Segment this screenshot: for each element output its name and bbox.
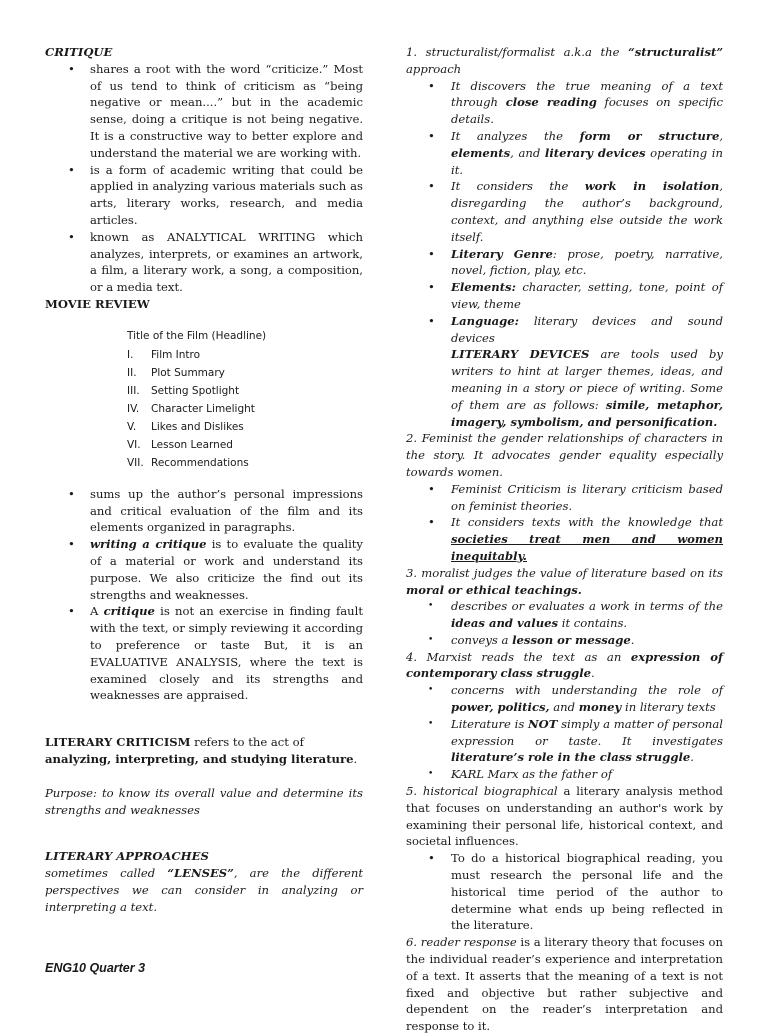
outline-item: II. Plot Summary xyxy=(127,366,225,379)
outline-list xyxy=(127,346,363,472)
list-item: • Literature is NOT simply a matter of personal expression or taste. It investigates literature’s role in the class struggle. xyxy=(406,716,723,766)
literary-approaches-text: sometimes called “LENSES”, are the different perspectives we can consider in analyzing or interpreting a text. xyxy=(45,866,363,914)
list-item: • It analyzes the form or structure, elements, and literary devices operating in it. xyxy=(406,128,723,178)
critique-bullet: • known as ANALYTICAL WRITING which analyzes, interprets, or examines an artwork, a film, a literary work, a song, a composition, or a media text. xyxy=(45,229,363,296)
outline-title: Title of the Film (Headline) xyxy=(127,329,267,342)
right-column xyxy=(406,44,723,1035)
list-item: • It discovers the true meaning of a text through close reading focuses on specific details. xyxy=(406,78,723,128)
structuralist-list xyxy=(406,78,723,431)
list-item: • Language: literary devices and sound devices LITERARY DEVICES are tools used by writers to hint at larger themes, ideas, and meaning in a story or piece of writing. Some of them are as follows: simile, metaphor, imagery, symbolism, and personification. xyxy=(406,313,723,431)
list-item: • describes or evaluates a work in terms of the ideas and values it contains. xyxy=(406,598,723,632)
list-item: • It considers texts with the knowledge that societies treat men and women inequitably. xyxy=(406,514,723,564)
approach-feminist: 2. Feminist the gender relationships of characters in the story. It advocates gender equality especially towards women. xyxy=(406,431,723,479)
review-bullet: • sums up the author’s personal impressions and critical evaluation of the film and its elements organized in paragraphs. xyxy=(45,486,363,536)
list-item: • Literary Genre: prose, poetry, narrative, novel, fiction, play, etc. xyxy=(406,246,723,280)
critique-bullet: • is a form of academic writing that could be applied in analyzing various materials such as arts, literary works, research, and media articles. xyxy=(45,162,363,229)
critique-heading: CRITIQUE xyxy=(45,45,113,59)
marxist-list xyxy=(406,682,723,783)
approach-reader-response: 6. reader response is a literary theory that focuses on the individual reader’s experience and interpretation of a text. It asserts that the meaning of a text is not fixed and objective but rather subjective and dependent on the reader’s interpretation and response to it. xyxy=(406,935,723,1034)
page-footer: ENG10 Quarter 3 xyxy=(45,961,146,975)
approach-moralist: 3. moralist judges the value of literature based on its moral or ethical teachings. xyxy=(406,565,723,597)
list-item: • KARL Marx as the father of xyxy=(406,766,723,783)
review-list xyxy=(45,486,363,704)
approach-marxist: 4. Marxist reads the text as an expression of contemporary class struggle. xyxy=(406,649,723,681)
left-column xyxy=(45,44,363,915)
outline-item: V. Likes and Dislikes xyxy=(127,420,244,433)
review-bullet: • A critique is not an exercise in finding fault with the text, or simply reviewing it according to preference or taste But, it is an EVALUATIVE ANALYSIS, where the text is examined closely and its strengths and weaknesses are appraised. xyxy=(45,603,363,704)
outline-item: IV. Character Limelight xyxy=(127,402,255,415)
feminist-list xyxy=(406,481,723,565)
outline-item: VII. Recommendations xyxy=(127,456,249,469)
list-item: • It considers the work in isolation, disregarding the author’s background, context, and anything else outside the work itself. xyxy=(406,178,723,245)
list-item: • Elements: character, setting, tone, point of view, theme xyxy=(406,279,723,313)
approach-structuralist: 1. structuralist/formalist a.k.a the “structuralist” approach xyxy=(406,45,723,76)
critique-list xyxy=(45,61,363,296)
movie-review-heading: MOVIE REVIEW xyxy=(45,296,150,311)
outline-item: VI. Lesson Learned xyxy=(127,438,233,451)
outline-item: III. Setting Spotlight xyxy=(127,384,240,397)
literary-criticism-definition: LITERARY CRITICISM refers to the act of analyzing, interpreting, and studying literature. xyxy=(45,735,358,766)
outline-item: I. Film Intro xyxy=(127,348,201,361)
list-item: • conveys a lesson or message. xyxy=(406,632,723,649)
moralist-list xyxy=(406,598,723,648)
review-bullet: • writing a critique is to evaluate the quality of a material or work and understand its purpose. We also criticize the find out its strengths and weaknesses. xyxy=(45,536,363,603)
purpose-text: Purpose: to know its overall value and determine its strengths and weaknesses xyxy=(45,785,363,817)
list-item: • concerns with understanding the role of power, politics, and money in literary texts xyxy=(406,682,723,716)
literary-approaches-heading: LITERARY APPROACHES xyxy=(45,849,209,864)
list-item: • To do a historical biographical reading, you must research the personal life and the historical time period of the author to determine what ends up being reflected in the literature. xyxy=(406,850,723,934)
movie-review-outline xyxy=(127,327,363,472)
historical-list xyxy=(406,850,723,934)
list-item: • Feminist Criticism is literary criticism based on feminist theories. xyxy=(406,481,723,515)
critique-bullet: • shares a root with the word “criticize.” Most of us tend to think of criticism as “being negative or mean....” but in the academic sense, doing a critique is not being negative. It is a constructive way to better explore and understand the material we are working with. xyxy=(45,61,363,162)
approach-historical-biographical: 5. historical biographical a literary analysis method that focuses on understanding an author's work by examining their personal life, historical context, and societal influences. xyxy=(406,784,723,849)
